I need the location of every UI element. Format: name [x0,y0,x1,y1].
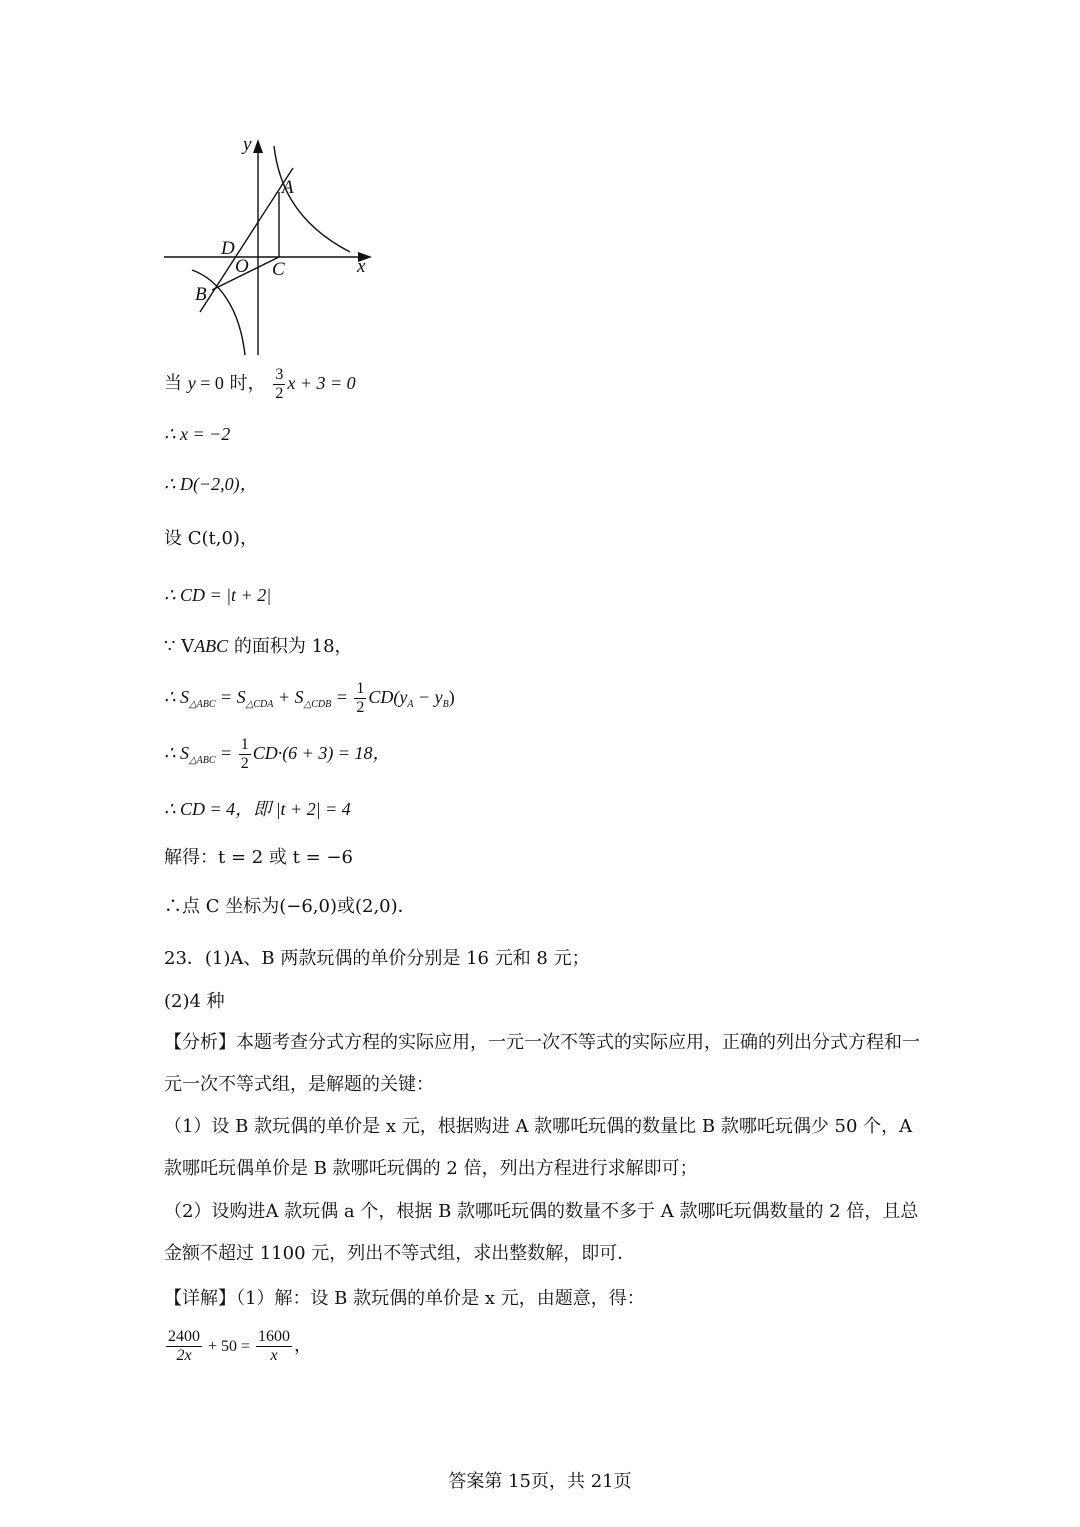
label-c: C [272,259,285,280]
frac-num: 3 [275,366,284,383]
eq-zero: = 0 [195,373,224,394]
analysis-paragraph: 【分析】本题考查分式方程的实际应用，一元一次不等式的实际应用，正确的列出分式方程和一元一次不等式组，是解题的关键： [164,1032,920,1095]
area-text: 的面积为 18， [228,636,353,657]
fraction-3-2 [273,366,285,402]
triangle-abc: ABC [194,636,229,656]
equation-line [164,1328,312,1364]
sub-cda: △CDA [245,699,274,711]
line-area-18 [164,637,353,656]
frac-num: 1600 [258,1328,291,1345]
answer-23-part1: 23．(1)A、B 两款玩偶的单价分别是 16 元和 8 元； [164,948,590,969]
frac-num: 1 [356,680,365,697]
sub-abc: △ABC [188,755,216,767]
line-solve-t: 解得：t = 2 或 t = −6 [164,847,353,868]
label-o: O [235,256,249,277]
label-b: B [195,284,207,305]
fraction-1-2 [354,680,366,716]
minus-y: − y [413,687,443,708]
because-symbol: ∵ V [164,636,195,657]
line-area-calc [164,736,390,772]
line-x-eq-neg2: ∴ x = −2 [164,424,231,444]
page-footer: 答案第 15页，共 21页 [448,1471,632,1492]
sub-cdb: △CDB [303,699,332,711]
cd-calc: CD·(6 + 3) = 18， [252,743,391,764]
label-a: A [282,177,294,198]
eq: = [215,743,237,764]
line-cd-4: ∴ CD = 4，即 |t + 2| = 4 [164,799,351,819]
cd-y: CD(y [368,687,408,708]
line-cd-abs: ∴ CD = |t + 2| [164,585,272,605]
answer-23-part2: (2)4 种 [164,991,225,1012]
fraction-1600-x [256,1328,292,1364]
plus-s: + S [273,687,304,708]
hyperbola-upper-branch [274,146,350,252]
label-d: D [221,238,235,259]
eq: = [331,687,353,708]
line-point-c-coords: ∴点 C 坐标为(−6,0)或(2,0)． [164,896,416,917]
close-paren: ) [448,687,455,708]
label-y: y [243,134,252,155]
text-shi: 时， [229,373,266,395]
sub-a: A [407,699,414,711]
frac-den: 2 [275,384,284,402]
sub-abc: △ABC [188,699,216,711]
line-point-d: ∴ D(−2,0)， [164,474,258,494]
frac-num: 1 [240,736,249,753]
s-symbol: ∴ S [164,743,189,764]
line-let-c: 设 C(t,0)， [164,528,258,549]
coordinate-figure [150,130,390,360]
s-symbol: ∴ S [164,687,189,708]
frac-num: 2400 [168,1328,200,1345]
fraction-1-2 [239,736,251,772]
frac-den: 2x [176,1346,192,1364]
eq-s: = S [215,687,246,708]
analysis-part1: （1）设 B 款玩偶的单价是 x 元，根据购进 A 款哪吒玩偶的数量比 B 款哪吒玩偶少 50 个，A 款哪吒玩偶单价是 B 款哪吒玩偶的 2 倍，列出方程进行求解即可； [164,1116,913,1179]
plus-50: + 50 = [204,1338,255,1356]
line-when-y-zero [164,366,356,402]
analysis-part2: （2）设购进A 款玩偶 a 个，根据 B 款哪吒玩偶的数量不多于 A 款哪吒玩偶数量的 2 倍，且总金额不超过 1100 元，列出不等式组，求出整数解，即可． [164,1201,919,1264]
label-x: x [357,256,366,277]
var-y: y [187,373,196,394]
y-axis-arrow [253,139,263,153]
text-when: 当 [164,373,182,395]
fraction-2400-2x [166,1328,202,1364]
line-area-sum [164,680,455,716]
expr-x-plus-3: x + 3 = 0 [287,373,356,394]
frac-den: 2 [356,698,365,716]
sub-b: B [442,699,449,711]
frac-den: x [270,1346,278,1364]
frac-den: 2 [240,754,249,772]
comma: ， [294,1335,313,1357]
detail-heading: 【详解】（1）解：设 B 款玩偶的单价是 x 元，由题意，得： [164,1288,645,1309]
